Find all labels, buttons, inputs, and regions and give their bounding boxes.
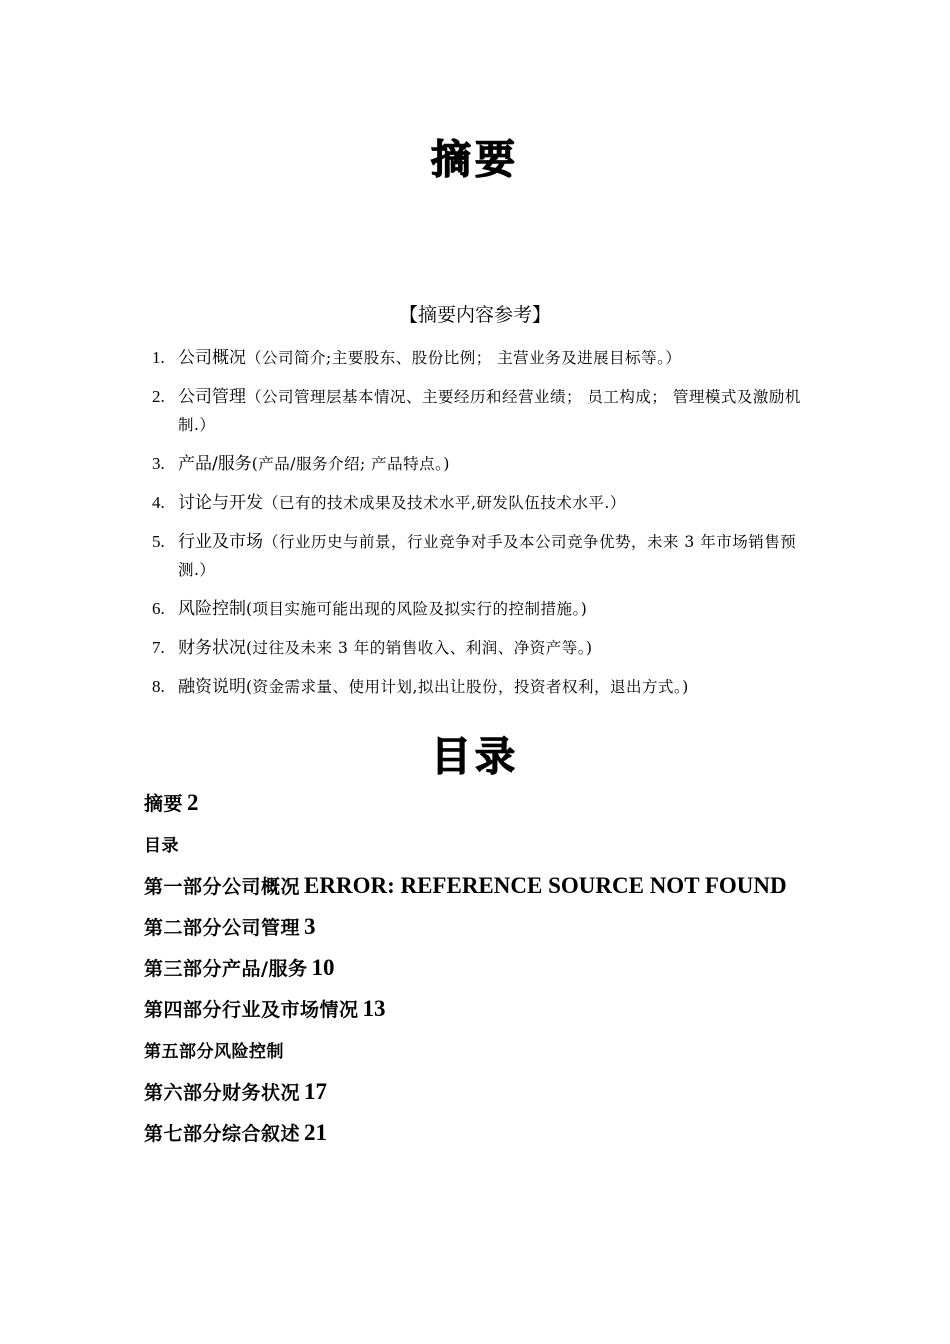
toc-entry[interactable] (144, 1077, 814, 1108)
summary-item-list (152, 344, 812, 712)
item-number: 7. (152, 638, 165, 657)
summary-item (152, 595, 812, 623)
toc-entry[interactable] (144, 829, 814, 861)
toc-entry-page: 17 (304, 1079, 328, 1104)
item-label: 产品/服务 (178, 454, 252, 474)
toc-entry[interactable] (144, 1035, 814, 1067)
item-label: 讨论与开发 (178, 493, 263, 513)
toc-entry-page: 13 (362, 996, 386, 1021)
item-description: (项目实施可能出现的风险及拟实行的控制措施。) (246, 600, 588, 618)
item-description: (过往及未来 3 年的销售收入、利润、净资产等。) (246, 639, 593, 657)
item-number: 5. (152, 532, 165, 551)
item-label: 公司概况 (178, 348, 246, 368)
toc-entry[interactable] (144, 912, 814, 943)
toc-entry[interactable] (144, 871, 814, 902)
toc-entry-title: 第四部分行业及市场情况 (144, 999, 359, 1021)
summary-item (152, 450, 812, 478)
toc-entry-page: 21 (304, 1120, 328, 1145)
item-label: 融资说明 (178, 677, 246, 697)
summary-item (152, 344, 812, 372)
toc-title: 目录 (431, 734, 519, 780)
item-number: 6. (152, 599, 165, 618)
item-number: 4. (152, 493, 165, 512)
toc-entry[interactable] (144, 994, 814, 1025)
summary-item (152, 673, 812, 701)
toc-entry-title: 目录 (144, 836, 179, 856)
item-label: 财务状况 (178, 638, 246, 658)
item-number: 8. (152, 677, 165, 696)
item-description: （公司管理层基本情况、主要经历和经营业绩； 员工构成； 管理模式及激励机制.） (178, 388, 801, 434)
toc-entry[interactable] (144, 953, 814, 984)
toc-entry-page: 10 (311, 955, 335, 980)
item-description: (产品/服务介绍; 产品特点。) (251, 455, 450, 473)
toc-entry-title: 第七部分综合叙述 (144, 1123, 301, 1145)
item-label: 风险控制 (178, 599, 246, 619)
toc-entry-page: 3 (304, 914, 316, 939)
item-label: 公司管理 (178, 387, 246, 407)
toc-entry[interactable] (144, 788, 814, 819)
item-number: 3. (152, 454, 165, 473)
item-description: （公司简介;主要股东、股份比例； 主营业务及进展目标等。） (246, 349, 682, 367)
summary-item (152, 528, 812, 584)
toc-entry-title: 第二部分公司管理 (144, 917, 301, 939)
summary-item (152, 634, 812, 662)
table-of-contents (144, 788, 814, 1159)
toc-entry-page: 2 (187, 790, 199, 815)
item-description: （行业历史与前景，行业竞争对手及本公司竞争优势，未来 3 年市场销售预测.） (178, 533, 797, 579)
summary-item (152, 489, 812, 517)
toc-entry-title: 摘要 (144, 793, 184, 815)
toc-entry-title: 第五部分风险控制 (144, 1042, 284, 1062)
reference-heading: 【摘要内容参考】 (398, 304, 551, 326)
item-number: 1. (152, 348, 165, 367)
toc-entry-title: 第一部分公司概况 (144, 876, 301, 898)
item-label: 行业及市场 (178, 532, 263, 552)
item-description: （已有的技术成果及技术水平,研发队伍技术水平.） (263, 494, 626, 512)
summary-item (152, 383, 812, 439)
item-number: 2. (152, 387, 165, 406)
toc-entry-page: ERROR: REFERENCE SOURCE NOT FOUND (304, 873, 787, 898)
toc-entry-title: 第六部分财务状况 (144, 1082, 301, 1104)
toc-entry[interactable] (144, 1118, 814, 1149)
toc-entry-title: 第三部分产品/服务 (144, 958, 308, 980)
item-description: (资金需求量、使用计划,拟出让股份，投资者权利，退出方式。) (246, 678, 689, 696)
summary-title: 摘要 (431, 137, 519, 183)
